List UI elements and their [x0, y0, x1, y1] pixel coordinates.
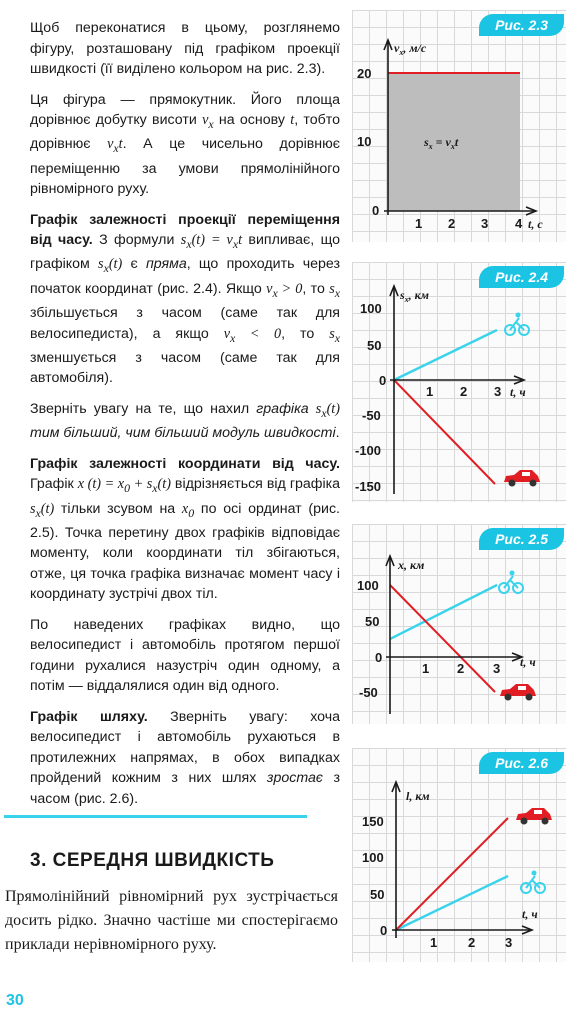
figure-2-4-graph	[352, 262, 566, 502]
y-axis-label: l, км	[406, 789, 430, 803]
y-tick-label: 100	[362, 850, 384, 865]
math-sx: $s_x(t)$	[98, 256, 123, 276]
section-intro: Прямолінійний рівномірний рух зустрічається досить рідко. Значно частіше ми спостерігаємо приклади нерівномірного руху.	[5, 888, 338, 953]
x-axis-label: t, ч	[510, 385, 526, 399]
x-tick-label: 1	[415, 216, 423, 231]
y-tick-label: 0	[372, 203, 380, 218]
section-divider	[4, 815, 307, 818]
y-tick-label: 50	[367, 338, 382, 353]
car-line	[390, 585, 495, 692]
text-span-italic: пряма	[145, 256, 187, 273]
section-title: 3. СЕРЕДНЯ ШВИДКІСТЬ	[30, 850, 275, 871]
cyclist-line	[390, 585, 497, 639]
math-x0: $x_0$	[181, 500, 195, 520]
page-number: 30	[6, 992, 24, 1009]
paragraph-7	[30, 707, 340, 810]
main-text-column	[30, 18, 340, 819]
text-span: є	[122, 256, 146, 273]
area-formula: $s_x = v_xt$	[424, 135, 459, 151]
y-axis-label: x, км	[398, 558, 425, 572]
text-span-italic: тим більший, чим більший модуль швидкості	[30, 425, 336, 442]
math-sx-t-2: $s_x(t)$	[30, 500, 55, 520]
figure-2-5	[352, 524, 566, 724]
paragraph-heading: Графік шляху.	[30, 708, 148, 725]
text-span: Графік	[30, 476, 78, 493]
math-sx-short-2: $s_x$	[329, 325, 340, 345]
x-tick-label: 3	[481, 216, 489, 231]
car-line	[396, 818, 508, 930]
y-tick-label: 20	[357, 66, 372, 81]
paragraph-1: Щоб переконатися в цьому, розглянемо фігуру, розташовану під графіком проекції швидкості (її виділено кольором на рис. 2.3).	[30, 20, 340, 77]
y-tick-label: 100	[357, 578, 379, 593]
text-span: Ця фігура — прямокутник. Його площа дорівнює добутку висоти	[30, 91, 340, 128]
math-t: t	[290, 112, 295, 128]
x-tick-label: 3	[505, 935, 513, 950]
text-span: , що проходить через початок координат (рис. 2.4). Якщо	[30, 256, 340, 297]
text-span: З формули	[92, 232, 181, 249]
figure-2-3	[352, 10, 566, 242]
paragraph-4	[30, 399, 340, 444]
y-tick-label: 150	[362, 814, 384, 829]
text-span: , то	[302, 280, 330, 297]
text-span-italic: зростає	[266, 770, 323, 787]
math-vx-gt0: $v_x > 0$	[266, 280, 303, 300]
x-axis-label: t, с	[528, 217, 543, 231]
bicycle-icon	[521, 871, 545, 894]
text-span: тільки зсувом на	[54, 500, 182, 517]
figure-2-5-graph	[352, 524, 566, 724]
text-span: , тобто дорівнює	[30, 112, 340, 153]
x-tick-label: 4	[515, 216, 523, 231]
y-tick-label: -150	[355, 479, 382, 494]
x-tick-label: 1	[422, 661, 430, 676]
paragraph-5	[30, 454, 340, 605]
x-axis-label: t, ч	[522, 907, 538, 921]
x-tick-label: 2	[468, 935, 476, 950]
figure-2-4	[352, 262, 566, 502]
paragraph-heading: Графік залежності координати від часу.	[30, 455, 340, 472]
y-tick-label: 0	[380, 923, 388, 938]
text-span: Зверніть увагу: хоча велосипедист і автомобіль рухаються в протилежних напрямах, в обох випадках пройдений кожним з них шлях	[30, 708, 340, 787]
text-span: зменшується з часом (саме так для автомобіля).	[30, 349, 340, 387]
text-span: , то	[281, 325, 330, 342]
x-tick-label: 2	[457, 661, 465, 676]
y-tick-label: -100	[355, 443, 382, 458]
car-icon	[504, 470, 540, 487]
y-tick-label: -50	[359, 685, 378, 700]
text-span-italic: графіка	[256, 400, 316, 417]
figure-label: Рис. 2.6	[479, 752, 564, 774]
x-tick-label: 2	[448, 216, 456, 231]
y-axis-label: $v_x$, м/с	[394, 41, 427, 57]
y-tick-label: 0	[375, 650, 383, 665]
car-icon	[516, 808, 552, 825]
math-vx-lt0: $v_x < 0$	[223, 325, 282, 345]
text-span: .	[335, 425, 340, 442]
text-span: з часом (рис. 2.6).	[30, 770, 340, 807]
math-vxt: $v_xt$	[107, 136, 123, 156]
y-tick-label: 50	[370, 887, 385, 902]
math-sx-short: $s_x$	[329, 280, 340, 300]
y-tick-label: 100	[360, 301, 382, 316]
text-span: відрізняється від графіка	[170, 476, 341, 493]
x-tick-label: 2	[460, 384, 468, 399]
car-line	[394, 380, 495, 484]
x-tick-label: 1	[430, 935, 438, 950]
y-tick-label: 0	[379, 373, 387, 388]
text-span: збільшується з часом (саме так для велосипедиста), а якщо	[30, 305, 340, 342]
y-axis-label: $s_x$, км	[400, 288, 429, 304]
figure-label: Рис. 2.4	[479, 266, 564, 288]
math-x-formula: x $(t) = x_0 + s_x(t)$	[77, 476, 171, 496]
math-vx: $v_x$	[202, 112, 214, 131]
figure-2-3-graph	[352, 10, 566, 242]
paragraph-3	[30, 210, 340, 389]
text-span: . А це чисельно дорівнює переміщенню за умови прямолінійного рівномірного руху.	[30, 136, 340, 198]
x-tick-label: 3	[494, 384, 502, 399]
bicycle-icon	[505, 313, 529, 336]
x-tick-label: 3	[493, 661, 501, 676]
y-tick-label: -50	[362, 408, 381, 423]
text-span: на основу	[213, 112, 291, 128]
figure-2-6-graph	[352, 748, 566, 962]
cyclist-line	[396, 876, 508, 930]
figure-2-6	[352, 748, 566, 962]
y-tick-label: 10	[357, 134, 372, 149]
x-axis-label: t, ч	[520, 655, 536, 669]
math-sx-t: $s_x(t)$	[315, 400, 340, 420]
y-tick-label: 50	[365, 614, 380, 629]
paragraph-2	[30, 90, 340, 200]
figure-label: Рис. 2.5	[479, 528, 564, 550]
paragraph-6: По наведених графіках видно, що велосипедист і автомобіль протягом першої години рухалися назустріч один одному, а потім — віддалялися один від одного.	[30, 616, 340, 695]
figure-label: Рис. 2.3	[479, 14, 564, 36]
cyclist-line	[394, 330, 497, 380]
text-span: Зверніть увагу на те, що нахил	[30, 400, 257, 417]
text-span: по осі ординат (рис. 2.5). Точка перетину двох графіків відповідає моменту, коли координати тіл збігаються, отже, ця точка графіка визначає момент часу і координату зустрічі двох тіл.	[30, 500, 341, 603]
bicycle-icon	[499, 571, 523, 594]
math-formula-sx: $s_x(t) = v_xt$	[180, 232, 243, 251]
paragraph-heading: Графік залежності проекції переміщення від часу.	[30, 211, 340, 249]
text-span: випливає, що графіком	[30, 232, 341, 273]
x-tick-label: 1	[426, 384, 434, 399]
car-icon	[500, 684, 536, 701]
